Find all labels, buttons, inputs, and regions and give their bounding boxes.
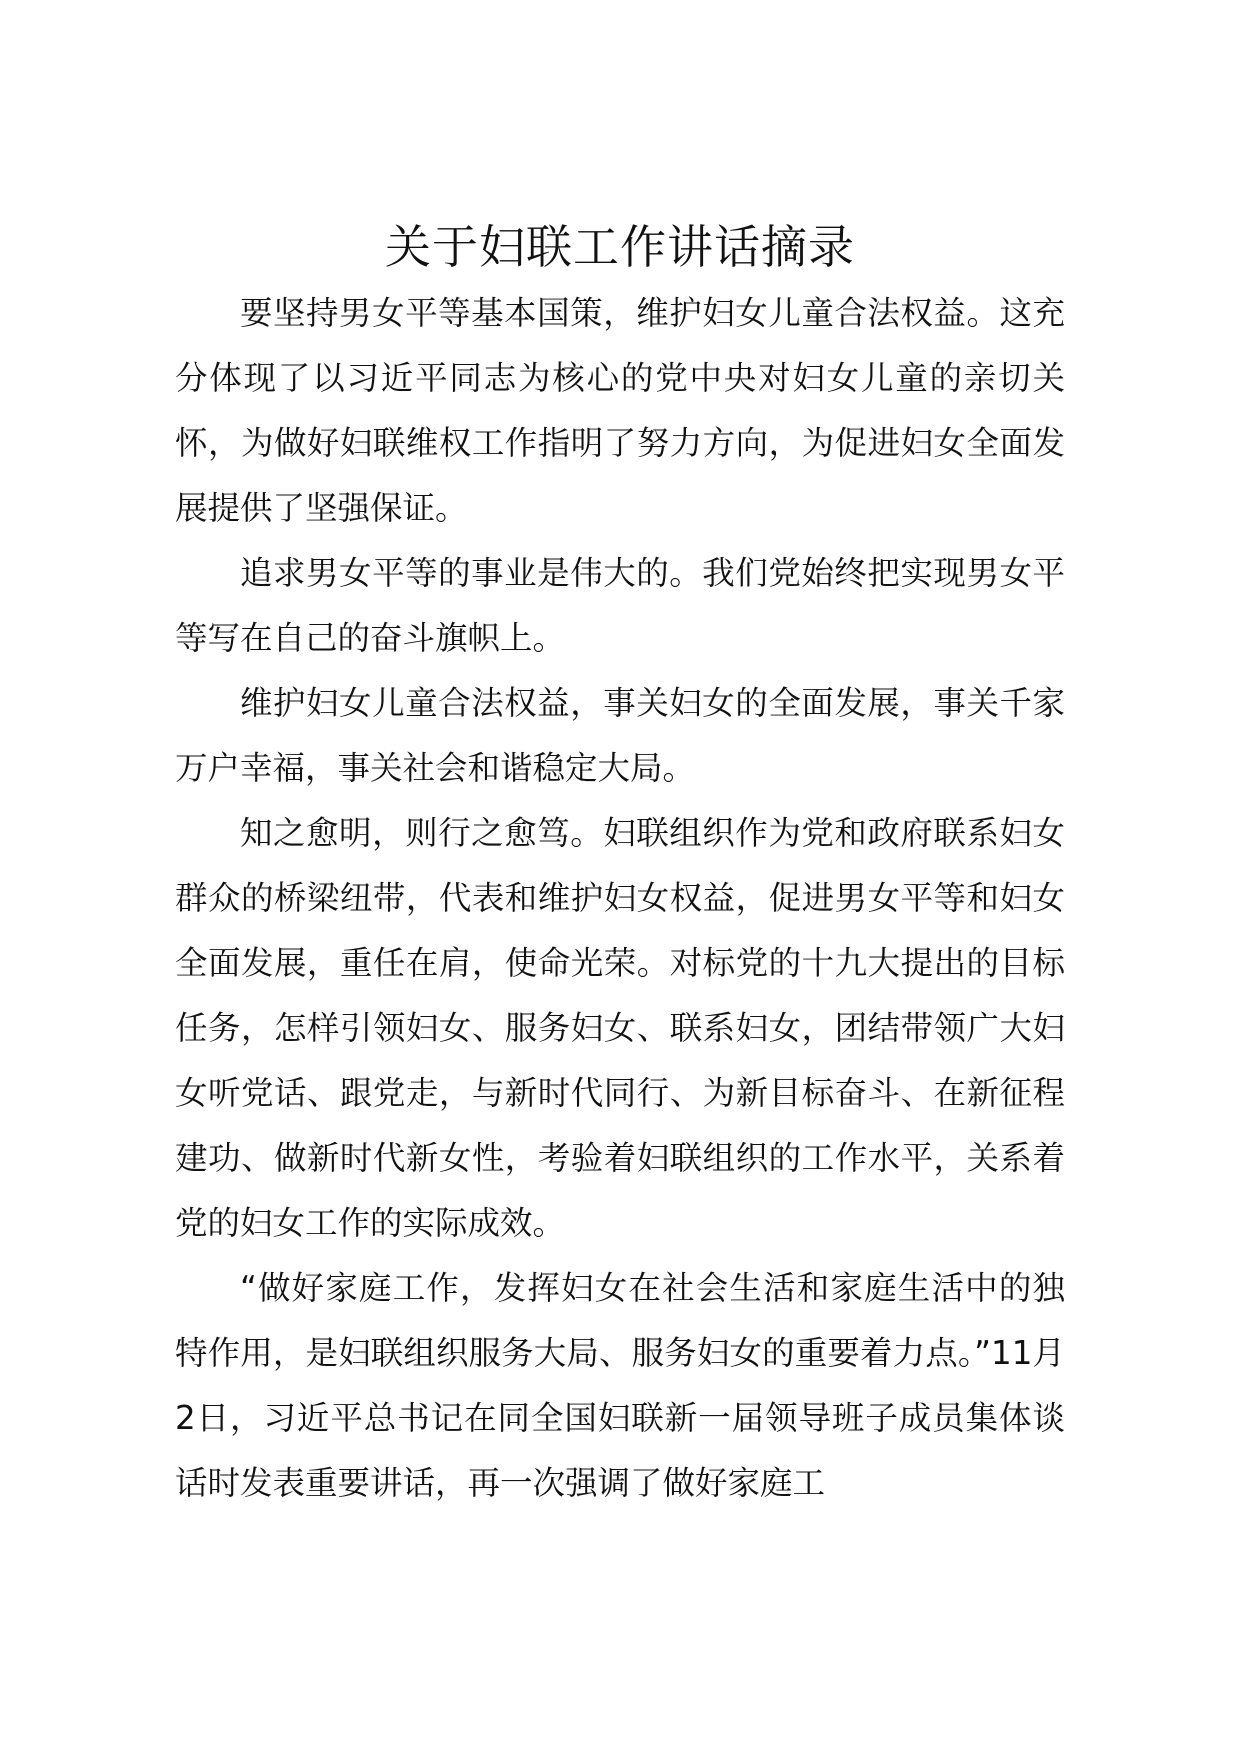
paragraph-2: 追求男女平等的事业是伟大的。我们党始终把实现男女平等写在自己的奋斗旗帜上。 — [175, 554, 1065, 657]
paragraph-3: 维护妇女儿童合法权益，事关妇女的全面发展，事关千家万户幸福，事关社会和谐稳定大局。 — [175, 684, 1065, 787]
document-body — [175, 281, 1065, 1516]
paragraph-1: 要坚持男女平等基本国策，维护妇女儿童合法权益。这充分体现了以习近平同志为核心的党中央对妇女儿童的亲切关怀，为做好妇联维权工作指明了努力方向，为促进妇女全面发展提供了坚强保证。 — [175, 294, 1065, 527]
document-title: 关于妇联工作讲话摘录 — [385, 220, 855, 274]
paragraph-5: “做好家庭工作，发挥妇女在社会生活和家庭生活中的独特作用，是妇联组织服务大局、服务妇女的重要着力点。”11月2日，习近平总书记在同全国妇联新一届领导班子成员集体谈话时发表重要讲话，再一次强调了做好家庭工 — [175, 1269, 1065, 1502]
paragraph-4: 知之愈明，则行之愈笃。妇联组织作为党和政府联系妇女群众的桥梁纽带，代表和维护妇女权益，促进男女平等和妇女全面发展，重任在肩，使命光荣。对标党的十九大提出的目标任务，怎样引领妇女、服务妇女、联系妇女，团结带领广大妇女听党话、跟党走，与新时代同行、为新目标奋斗、在新征程建功、做新时代新女性，考验着妇联组织的工作水平，关系着党的妇女工作的实际成效。 — [175, 814, 1065, 1242]
